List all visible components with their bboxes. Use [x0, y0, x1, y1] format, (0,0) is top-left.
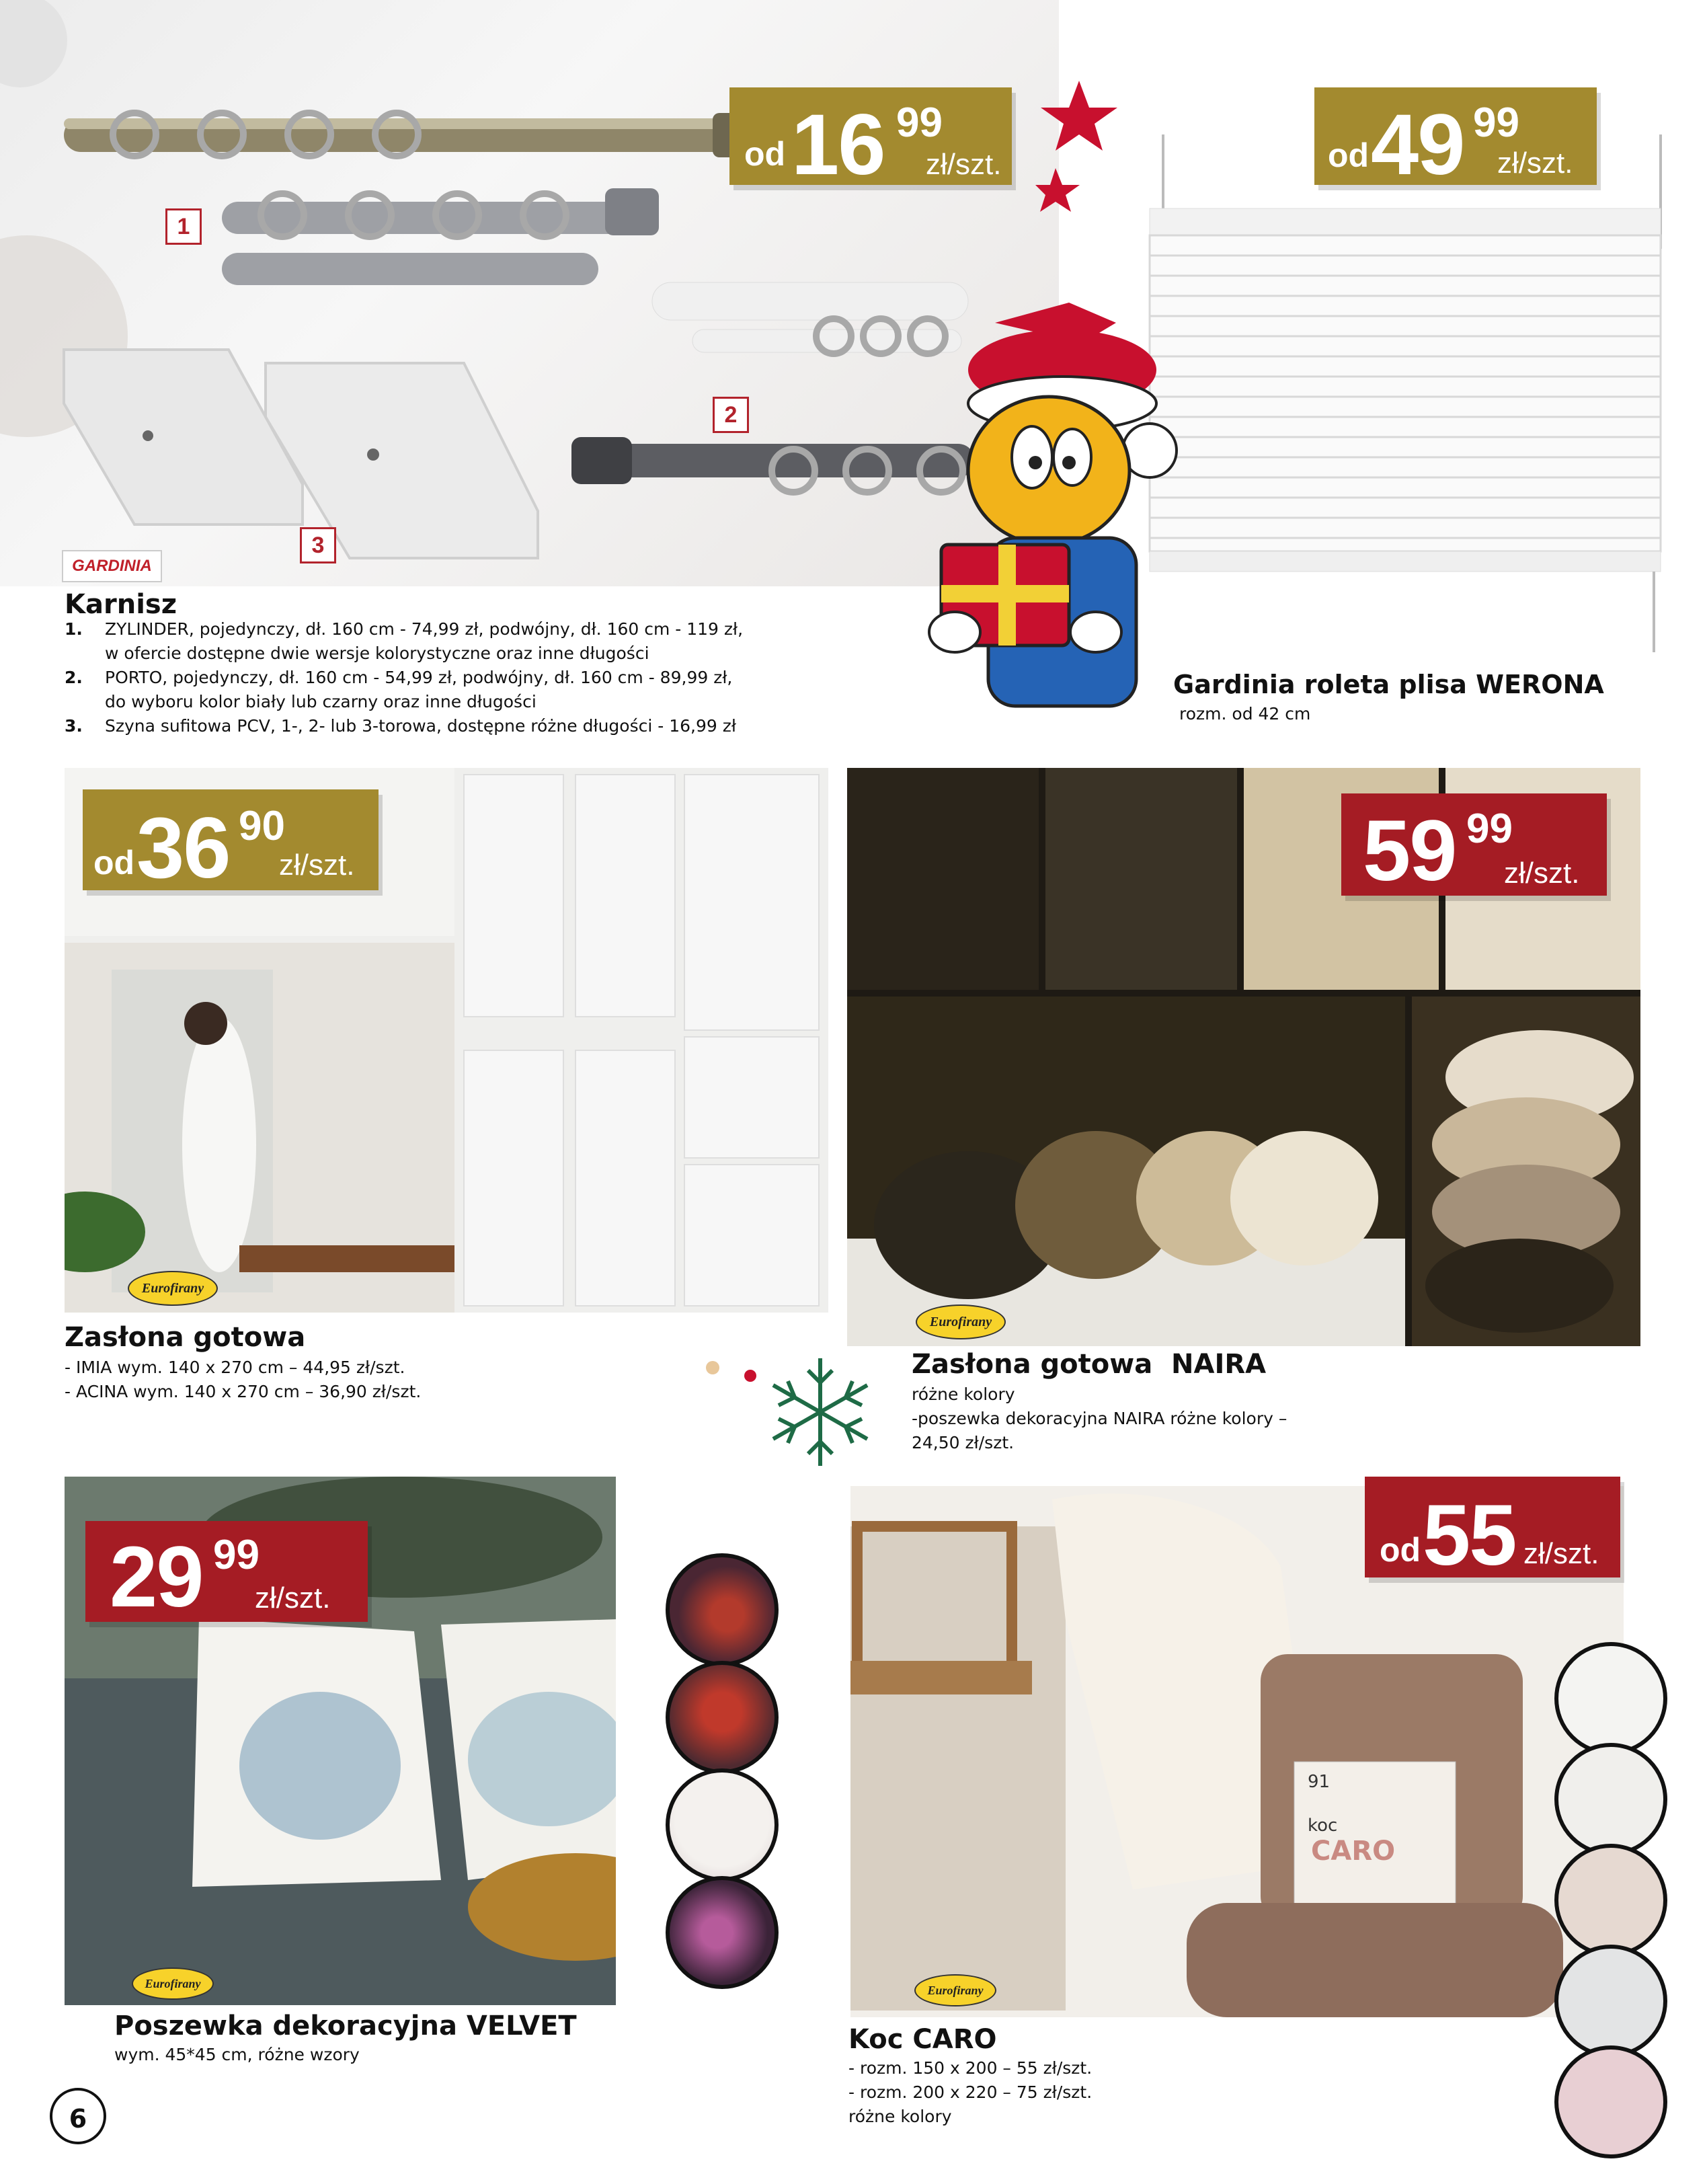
naira-line-1: różne kolory [912, 1384, 1015, 1404]
rod-label-2: 2 [713, 397, 749, 433]
price-int: 36 [136, 800, 230, 896]
rods-title: Karnisz [65, 589, 177, 620]
pillow-price [85, 1521, 368, 1625]
pillow-desc: wym. 45*45 cm, różne wzory [114, 2045, 360, 2064]
item-text-2: do wyboru kolor biały lub czarny oraz inne długości [105, 692, 537, 711]
rods-item [65, 666, 871, 714]
blanket-line-2: - rozm. 200 x 220 – 75 zł/szt. [848, 2082, 1093, 2102]
price-unit: zł/szt. [279, 849, 355, 882]
star-decoration-icon [1035, 74, 1123, 222]
rods-list [65, 617, 871, 738]
gardinia-logo-text: GARDINIA [72, 557, 152, 575]
price-unit: zł/szt. [926, 148, 1002, 181]
pleated-blind-illustration [1136, 121, 1674, 672]
price-int: 16 [791, 97, 885, 193]
blanket-line-1: - rozm. 150 x 200 – 55 zł/szt. [848, 2058, 1093, 2078]
rods-price [729, 87, 1012, 193]
color-swatch-5 [1554, 2045, 1667, 2158]
white-curtain-line-1: - IMIA wym. 140 x 270 cm – 44,95 zł/szt. [65, 1358, 405, 1377]
item-number: 1. [65, 619, 83, 639]
price-prefix: od [93, 844, 135, 882]
naira-line-3: 24,50 zł/szt. [912, 1433, 1015, 1452]
price-int: 29 [110, 1529, 203, 1625]
pattern-swatch-2 [666, 1661, 779, 1774]
blanket-price [1365, 1477, 1620, 1584]
blanket-label-koc: koc [1308, 1816, 1338, 1836]
color-swatch-4 [1554, 1945, 1667, 2058]
price-unit: zł/szt. [1504, 857, 1580, 890]
color-swatch-2 [1554, 1743, 1667, 1856]
color-swatch-1 [1554, 1642, 1667, 1755]
snowflake-decoration-icon [699, 1352, 887, 1473]
price-dec: 99 [213, 1532, 260, 1578]
pattern-swatch-1 [666, 1553, 779, 1666]
price-prefix: od [744, 135, 786, 173]
rod-label-3: 3 [300, 527, 336, 563]
blanket-line-3: różne kolory [848, 2107, 952, 2126]
price-int: 55 [1423, 1487, 1516, 1584]
blind-desc: rozm. od 42 cm [1179, 704, 1311, 724]
pattern-swatch-4 [666, 1876, 779, 1989]
ant-mascot-illustration [914, 296, 1203, 753]
item-text: Szyna sufitowa PCV, 1-, 2- lub 3-torowa, dostępne różne długości - 16,99 zł [105, 716, 736, 736]
eurofirany-logo: Eurofirany [914, 1974, 996, 2006]
blind-photo [1136, 121, 1674, 672]
white-curtain-line-2: - ACINA wym. 140 x 270 cm – 36,90 zł/szt. [65, 1382, 422, 1401]
rods-item [65, 714, 871, 738]
rod-label-1: 1 [165, 208, 202, 245]
page-number-text: 6 [69, 2104, 87, 2134]
rods-item [65, 617, 871, 666]
white-curtain-title: Zasłona gotowa [65, 1322, 306, 1353]
price-int: 59 [1363, 803, 1456, 899]
price-unit: zł/szt. [1497, 147, 1573, 180]
price-prefix: od [1380, 1531, 1421, 1569]
naira-line-2: -poszewka dekoracyjna NAIRA różne kolory – [912, 1409, 1287, 1428]
blanket-label-number: 91 [1308, 1772, 1331, 1792]
color-swatch-3 [1554, 1844, 1667, 1957]
item-text-2: w ofercie dostępne dwie wersje kolorystyczne oraz inne długości [105, 644, 649, 663]
naira-title: Zasłona gotowa NAIRA [912, 1349, 1267, 1380]
blind-title: Gardinia roleta plisa WERONA [1173, 670, 1604, 699]
price-dec: 99 [1473, 100, 1519, 146]
item-number: 3. [65, 716, 83, 736]
page-number [50, 2088, 106, 2144]
gardinia-logo [62, 550, 162, 582]
price-dec: 99 [896, 100, 943, 146]
price-dec: 90 [239, 803, 285, 849]
item-number: 2. [65, 668, 83, 687]
pattern-swatch-3 [666, 1768, 779, 1881]
item-text: ZYLINDER, pojedynczy, dł. 160 cm - 74,99 zł, podwójny, dł. 160 cm - 119 zł, [105, 619, 744, 639]
blind-price [1314, 87, 1597, 193]
eurofirany-logo: Eurofirany [132, 1967, 214, 2000]
eurofirany-logo: Eurofirany [916, 1304, 1006, 1339]
white-curtain-price [83, 789, 379, 896]
blanket-label-name: CARO [1311, 1836, 1396, 1867]
item-text: PORTO, pojedynczy, dł. 160 cm - 54,99 zł, podwójny, dł. 160 cm - 89,99 zł, [105, 668, 733, 687]
price-unit: zł/szt. [1523, 1537, 1599, 1570]
price-int: 49 [1371, 97, 1464, 193]
blanket-title: Koc CARO [848, 2024, 997, 2055]
naira-price [1341, 793, 1607, 899]
price-unit: zł/szt. [255, 1582, 331, 1614]
eurofirany-logo: Eurofirany [128, 1271, 218, 1306]
price-prefix: od [1328, 136, 1369, 174]
price-dec: 99 [1466, 806, 1513, 852]
pillow-title: Poszewka dekoracyjna VELVET [114, 2011, 577, 2041]
